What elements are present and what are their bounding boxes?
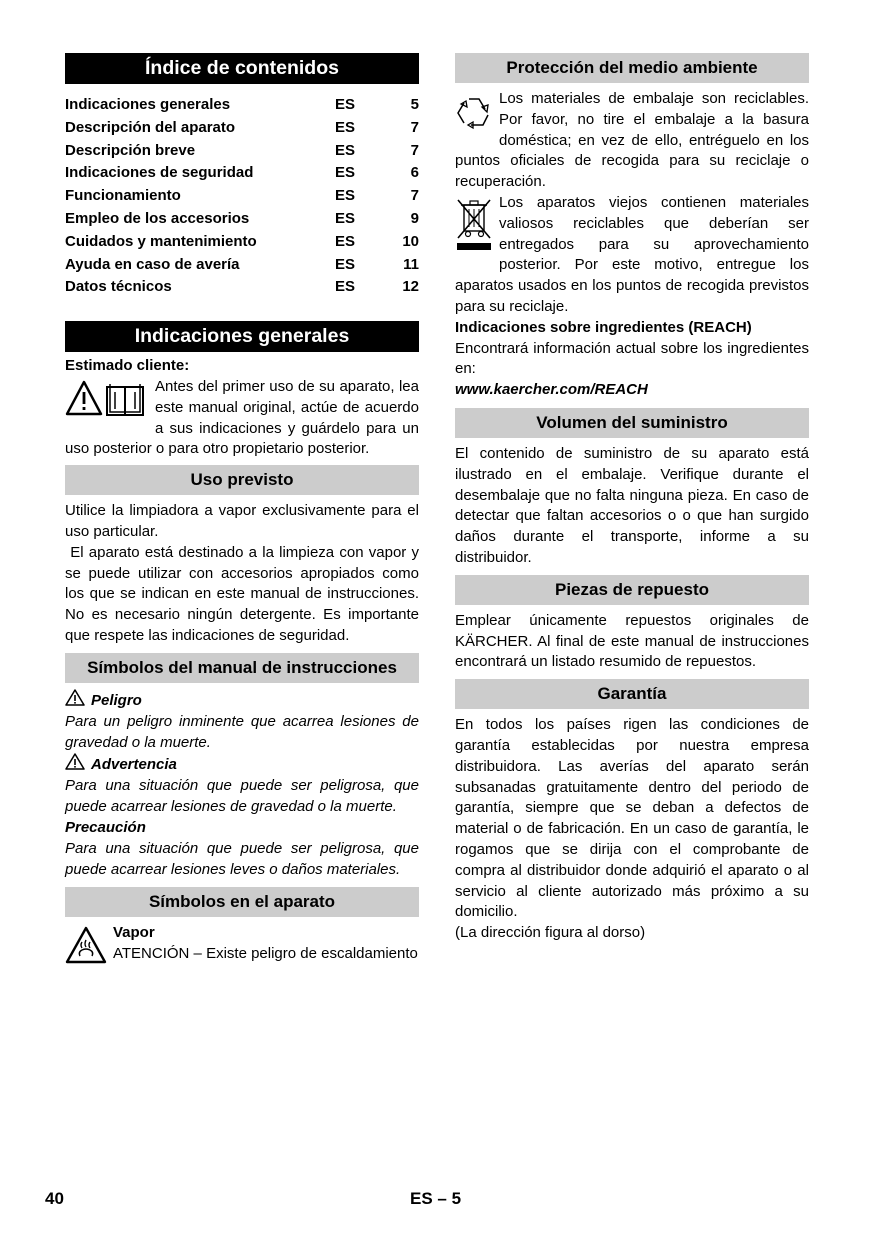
toc-row[interactable] [65, 94, 419, 117]
warning-triangle-icon [65, 689, 85, 712]
toc-row[interactable] [65, 208, 419, 231]
toc-label: Funcionamiento [65, 187, 181, 205]
toc-lang: ES [335, 141, 356, 159]
footer-lang: ES [410, 1189, 433, 1208]
toc-page: 9 [410, 209, 419, 227]
toc-label: Descripción del aparato [65, 118, 236, 136]
toc-row[interactable] [65, 162, 419, 185]
manual-symbols-heading: Símbolos del manual de instrucciones [65, 653, 419, 683]
toc-label: Cuidados y mantenimiento [65, 232, 257, 250]
environment-heading: Protección del medio ambiente [455, 53, 809, 83]
toc-row[interactable] [65, 254, 419, 277]
warning-row [65, 753, 419, 776]
warning-triangle-icon [65, 753, 85, 776]
toc-row[interactable] [65, 117, 419, 140]
warning-label: Advertencia [91, 756, 177, 774]
toc-label: Empleo de los accesorios [65, 209, 250, 227]
general-heading: Indicaciones generales [65, 321, 419, 352]
toc-lang: ES [335, 209, 356, 227]
scope-heading: Volumen del suministro [455, 408, 809, 438]
danger-label: Peligro [91, 691, 142, 709]
toc-page: 7 [410, 187, 419, 205]
spare-parts-text: Emplear únicamente repuestos originales de KÄRCHER. Al final de este manual de instrucciones encontrará un listado resumido de repuestos. [455, 611, 809, 671]
footer-section [410, 1189, 461, 1209]
toc-page: 5 [410, 96, 419, 113]
environment-p2: Los aparatos viejos contienen materiales valiosos reciclables que deberían ser entregados para su aprovechamiento posterior. Por este motivo, entregue los aparatos usados en los puntos de recogida previstos para su reciclaje. [455, 193, 809, 315]
steam-text: ATENCIÓN – Existe peligro de escaldamiento [113, 945, 418, 963]
right-column [455, 53, 809, 944]
page-number: 40 [45, 1189, 64, 1208]
recycle-icon [455, 95, 493, 136]
warranty-text: En todos los países rigen las condiciones de garantía establecidas por nuestra empresa distribuidora. Las averías del aparato serán subsanadas gratuitamente dentro del periodo de garantía, siempre que se deban a defectos de material o de fabricación. En un caso de garantía, le rogamos que se dirija con el comprobante de compra al distribuidor donde adquirió el aparato o al servicio al cliente autorizado más próximo a su domicilio. [455, 716, 809, 921]
toc-row[interactable] [65, 276, 419, 299]
greeting: Estimado cliente: [65, 357, 190, 375]
environment-p1: Los materiales de embalaje son reciclables. Por favor, no tire el embalaje a la basura doméstica; en vez de ello, entréguelo en los puntos oficiales de recogida para su reciclaje o recuperación. [455, 90, 809, 191]
toc-row[interactable] [65, 231, 419, 254]
toc-row[interactable] [65, 185, 419, 208]
toc-label: Indicaciones de seguridad [65, 164, 254, 182]
danger-row [65, 689, 419, 712]
toc-lang: ES [335, 96, 356, 113]
caution-text: Para una situación que puede ser peligrosa, que puede acarrear lesiones leves o daños materiales. [65, 839, 419, 878]
reach-title: Indicaciones sobre ingredientes (REACH) [455, 318, 752, 336]
steam-warning-icon [65, 926, 107, 969]
toc-row[interactable] [65, 140, 419, 163]
toc-label: Indicaciones generales [65, 96, 231, 113]
steam-label: Vapor [113, 924, 155, 942]
toc-lang: ES [335, 278, 356, 296]
warranty-heading: Garantía [455, 679, 809, 709]
spare-parts-heading: Piezas de repuesto [455, 575, 809, 605]
caution-label: Precaución [65, 818, 146, 836]
device-symbols-heading: Símbolos en el aparato [65, 887, 419, 917]
toc-label: Descripción breve [65, 141, 196, 159]
toc-lang: ES [335, 164, 356, 182]
toc-lang: ES [335, 187, 356, 205]
footer-section-page: – 5 [437, 1189, 462, 1208]
scope-text: El contenido de suministro de su aparato está ilustrado en el embalaje. Verifique durante el desembalaje que no falta ninguna pieza. En caso de detectar que faltan accesorios o o que han surgido daños durante el transporte, informe a su distribuidor. [455, 444, 809, 566]
toc-page: 12 [402, 278, 419, 296]
toc-label: Datos técnicos [65, 278, 172, 296]
intended-use-heading: Uso previsto [65, 465, 419, 495]
toc-label: Ayuda en caso de avería [65, 255, 240, 273]
toc-lang: ES [335, 232, 356, 250]
toc-page: 6 [410, 164, 419, 182]
toc-heading: Índice de contenidos [65, 53, 419, 84]
toc-page: 10 [402, 232, 419, 250]
reach-text: Encontrará información actual sobre los ingredientes en: [455, 339, 809, 378]
toc-page: 7 [410, 118, 419, 136]
warning-text: Para una situación que puede ser peligrosa, que puede acarrear lesiones de gravedad o la muerte. [65, 777, 419, 816]
toc-lang: ES [335, 118, 356, 136]
toc-page: 11 [403, 255, 419, 273]
reach-link[interactable]: www.kaercher.com/REACH [455, 381, 648, 399]
toc-lang: ES [335, 255, 356, 273]
general-text: Antes del primer uso de su aparato, lea este manual original, actúe de acuerdo a sus indicaciones y guárdelo para un uso posterior o para otro propietario posterior. [65, 377, 419, 458]
danger-text: Para un peligro inminente que acarrea lesiones de gravedad o la muerte. [65, 712, 419, 751]
crossed-bin-icon [455, 197, 493, 260]
intended-use-p1: Utilice la limpiadora a vapor exclusivamente para el uso particular. [65, 502, 419, 540]
intended-use-p2: El aparato está destinado a la limpieza con vapor y se puede utilizar con accesorios apropiados como los que se indican en este manual de instrucciones. No es necesario ningún detergente. Es importante que respete las indicaciones de seguridad. [65, 543, 424, 644]
warning-book-icon [65, 379, 149, 424]
left-column [65, 53, 424, 969]
warranty-note: (La dirección figura al dorso) [455, 924, 646, 942]
toc-table [65, 94, 419, 299]
toc-page: 7 [410, 141, 419, 159]
